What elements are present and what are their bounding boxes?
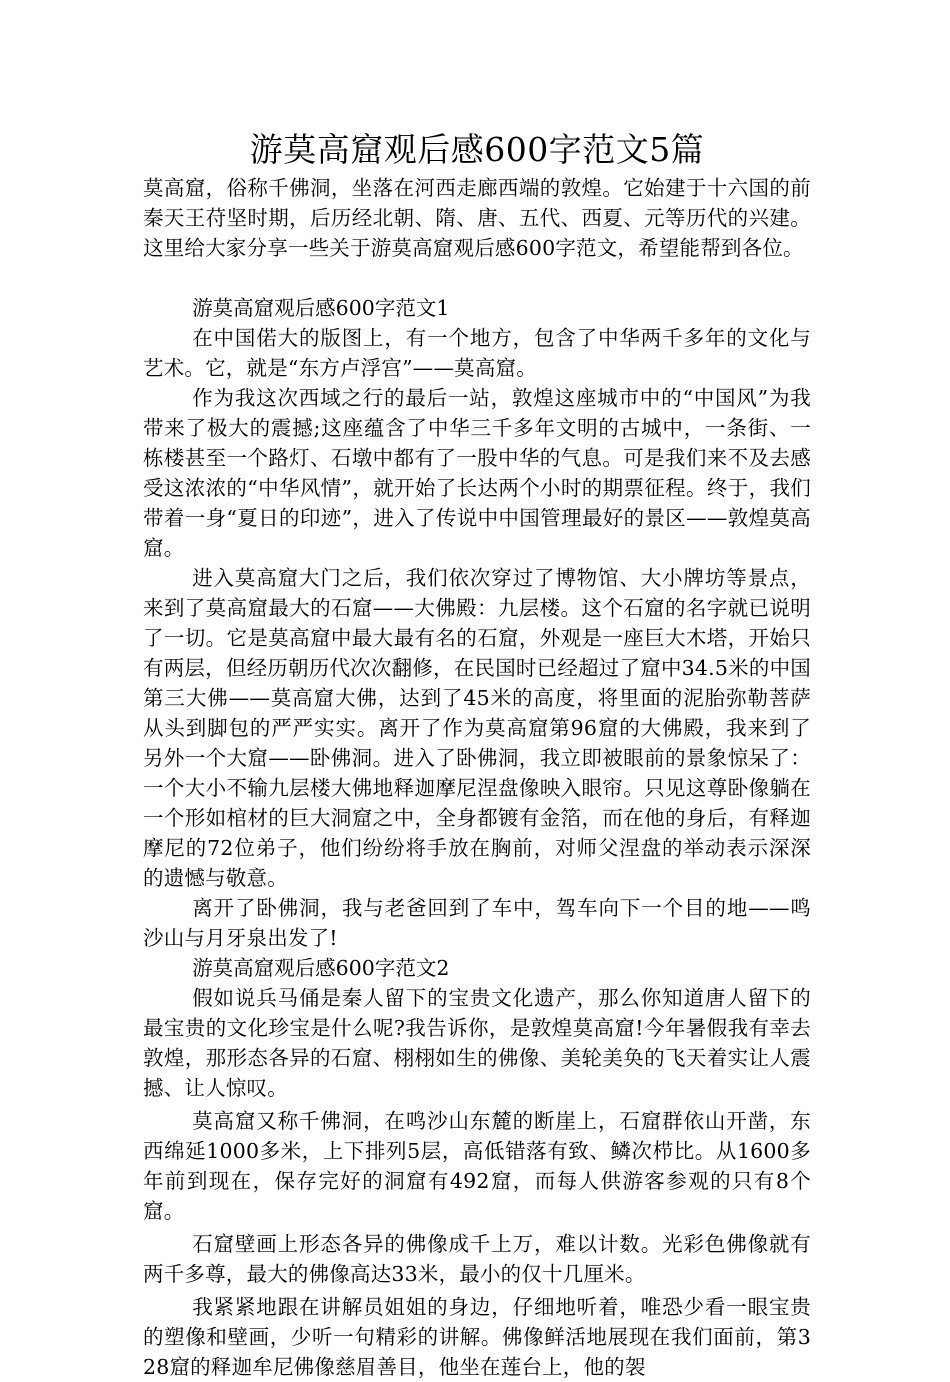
section-1-paragraph: 在中国偌大的版图上，有一个地方，包含了中华两千多年的文化与艺术。它，就是“东方卢浮宫”——莫高窟。 [143,326,811,380]
section-1-paragraph: 离开了卧佛洞，我与老爸回到了车中，驾车向下一个目的地——鸣沙山与月牙泉出发了! [143,896,811,950]
section-1-heading: 游莫高窟观后感600字范文1 [192,296,450,320]
intro-paragraph: 莫高窟，俗称千佛洞，坐落在河西走廊西端的敦煌。它始建于十六国的前秦天王苻坚时期，后历经北朝、隋、唐、五代、西夏、元等历代的兴建。这里给大家分享一些关于游莫高窟观后感600字范文，希望能帮到各位。 [143,176,811,260]
blank-line [143,263,811,293]
section-1-paragraph: 作为我这次西域之行的最后一站，敦煌这座城市中的“中国风”为我带来了极大的震撼;这座蕴含了中华三千多年文明的古城中，一条街、一栋楼甚至一个路灯、石墩中都有了一股中华的气息。可是我们来不及去感受这浓浓的“中华风情”，就开始了长达两个小时的期票征程。终于，我们带着一身“夏日的印迹”，进入了传说中中国管理最好的景区——敦煌莫高窟。 [143,386,811,560]
section-2-heading: 游莫高窟观后感600字范文2 [192,956,450,980]
section-2-paragraph: 莫高窟又称千佛洞，在鸣沙山东麓的断崖上，石窟群依山开凿，东西绵延1000多米，上下排列5层，高低错落有致、鳞次栉比。从1600多年前到现在，保存完好的洞窟有492窟，而每人供游客参观的只有8个窟。 [143,1109,811,1223]
section-2-paragraph: 我紧紧地跟在讲解员姐姐的身边，仔细地听着，唯恐少看一眼宝贵的塑像和壁画，少听一句精彩的讲解。佛像鲜活地展现在我们面前，第328窟的释迦牟尼佛像慈眉善目，他坐在莲台上，他的袈 [143,1295,811,1379]
section-2-paragraph: 假如说兵马俑是秦人留下的宝贵文化遗产，那么你知道唐人留下的最宝贵的文化珍宝是什么呢?我告诉你，是敦煌莫高窟!今年暑假我有幸去敦煌，那形态各异的石窟、栩栩如生的佛像、美轮美奂的飞天着实让人震撼、让人惊叹。 [143,986,811,1100]
section-1-paragraph: 进入莫高窟大门之后，我们依次穿过了博物馆、大小牌坊等景点，来到了莫高窟最大的石窟——大佛殿：九层楼。这个石窟的名字就已说明了一切。它是莫高窟中最大最有名的石窟，外观是一座巨大木塔，开始只有两层，但经历朝历代次次翻修，在民国时已经超过了窟中34.5米的中国第三大佛——莫高窟大佛，达到了45米的高度，将里面的泥胎弥勒菩萨从头到脚包的严严实实。离开了作为莫高窟第96窟的大佛殿，我来到了另外一个大窟——卧佛洞。进入了卧佛洞，我立即被眼前的景象惊呆了：一个大小不输九层楼大佛地释迦摩尼涅盘像映入眼帘。只见这尊卧像躺在一个形如棺材的巨大洞窟之中，全身都镀有金箔，而在他的身后，有释迦摩尼的72位弟子，他们纷纷将手放在胸前，对师父涅盘的举动表示深深的遗憾与敬意。 [143,566,811,890]
document-page [143,128,811,1382]
section-2-paragraph: 石窟壁画上形态各异的佛像成千上万，难以计数。光彩色佛像就有两千多尊，最大的佛像高达33米，最小的仅十几厘米。 [143,1232,811,1286]
document-title: 游莫高窟观后感600字范文5篇 [249,130,705,169]
